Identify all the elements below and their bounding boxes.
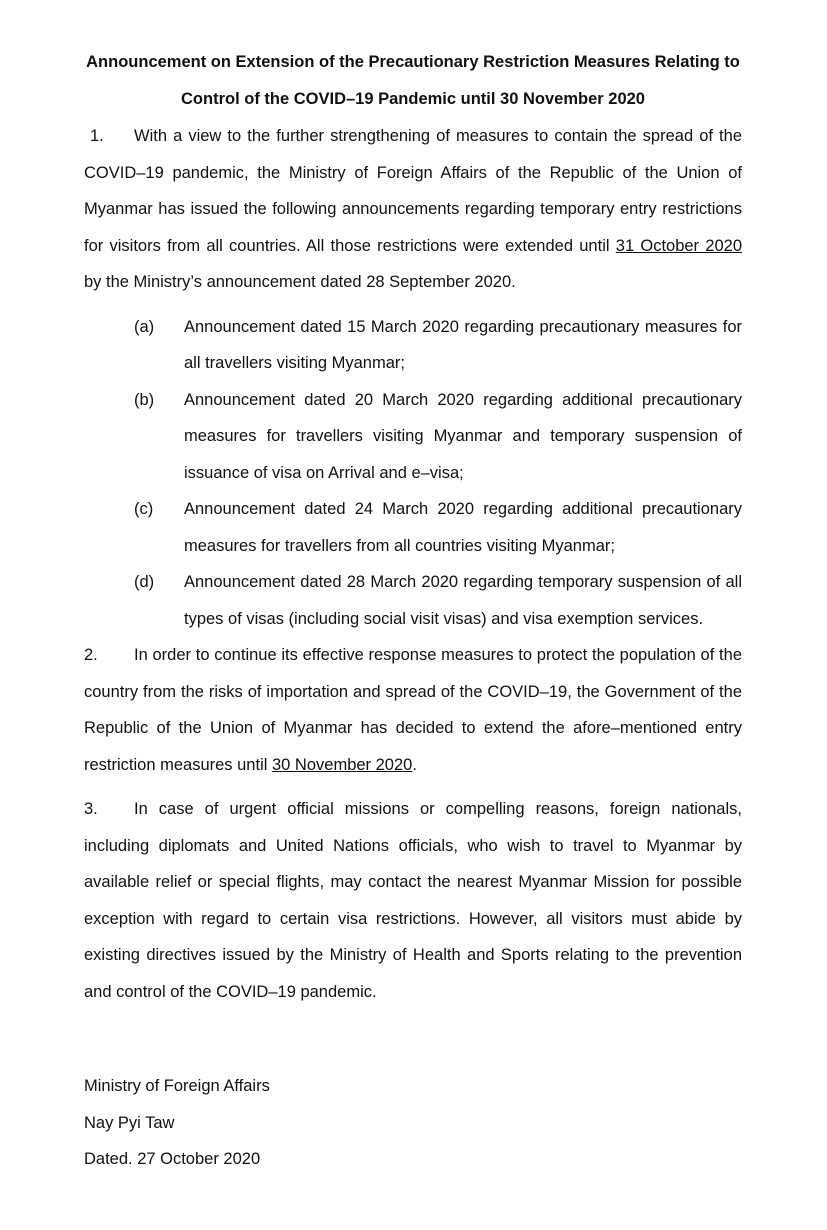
sub-item-letter: (d) bbox=[134, 573, 155, 591]
sub-item bbox=[84, 309, 742, 382]
signature-date: Dated. 27 October 2020 bbox=[84, 1150, 261, 1168]
sub-item-text: Announcement dated 24 March 2020 regarding additional precautionary measures for travellers from all countries visiting Myanmar; bbox=[184, 500, 742, 555]
paragraph-1-number: 1. bbox=[90, 127, 104, 145]
paragraph-3-number: 3. bbox=[84, 800, 98, 818]
sub-item-text: Announcement dated 15 March 2020 regarding precautionary measures for all travellers visiting Myanmar; bbox=[184, 317, 742, 372]
sub-item-list bbox=[84, 309, 742, 638]
announcement-document bbox=[84, 44, 742, 1178]
sub-item bbox=[84, 382, 742, 492]
paragraph-1-text-a: With a view to the further strengthening of measures to contain the spread of the COVID–19 pandemic, the Ministry of Foreign Affairs of the Republic of the Union of Myanmar has issued the following announcements regarding temporary entry restrictions for visitors from all countries. All those restrictions were extended until bbox=[84, 127, 742, 255]
title-line-2: Control of the COVID–19 Pandemic until 30 November 2020 bbox=[181, 90, 645, 108]
sub-item-letter: (b) bbox=[134, 390, 155, 409]
paragraph-3-text: In case of urgent official missions or compelling reasons, foreign nationals, including diplomats and United Nations officials, who wish to travel to Myanmar by available relief or special flights, may contact the nearest Myanmar Mission for possible exception with regard to certain visa restrictions. However, all visitors must abide by existing directives issued by the Ministry of Health and Sports relating to the prevention and control of the COVID–19 pandemic. bbox=[84, 800, 742, 1001]
signature-block bbox=[84, 1068, 742, 1178]
sub-item-text: Announcement dated 28 March 2020 regarding temporary suspension of all types of visas (including social visit visas) and visa exemption services. bbox=[184, 573, 742, 628]
paragraph-1-text-b: by the Ministry’s announcement dated 28 September 2020. bbox=[84, 273, 516, 291]
paragraph-2-underlined-date: 30 November 2020 bbox=[272, 755, 413, 774]
paragraph-2-text-b: . bbox=[412, 755, 417, 774]
document-title bbox=[84, 44, 742, 118]
sub-item bbox=[84, 491, 742, 564]
sub-item bbox=[84, 564, 742, 637]
sub-item-text: Announcement dated 20 March 2020 regarding additional precautionary measures for travellers visiting Myanmar and temporary suspension of issuance of visa on Arrival and e–visa; bbox=[184, 390, 742, 482]
signature-place: Nay Pyi Taw bbox=[84, 1113, 175, 1132]
paragraph-1 bbox=[84, 118, 742, 301]
paragraph-2 bbox=[84, 637, 742, 783]
signature-ministry: Ministry of Foreign Affairs bbox=[84, 1077, 270, 1095]
paragraph-2-text-a: In order to continue its effective response measures to protect the population of the country from the risks of importation and spread of the COVID–19, the Government of the Republic of the Union of Myanmar has decided to extend the afore–mentioned entry restriction measures until bbox=[84, 646, 742, 774]
paragraph-1-underlined-date: 31 October 2020 bbox=[615, 236, 742, 255]
sub-item-letter: (c) bbox=[134, 500, 154, 518]
paragraph-2-number: 2. bbox=[84, 646, 98, 664]
paragraph-3 bbox=[84, 791, 742, 1010]
title-line-1: Announcement on Extension of the Precautionary Restriction Measures Relating to bbox=[86, 53, 740, 71]
sub-item-letter: (a) bbox=[134, 317, 155, 336]
